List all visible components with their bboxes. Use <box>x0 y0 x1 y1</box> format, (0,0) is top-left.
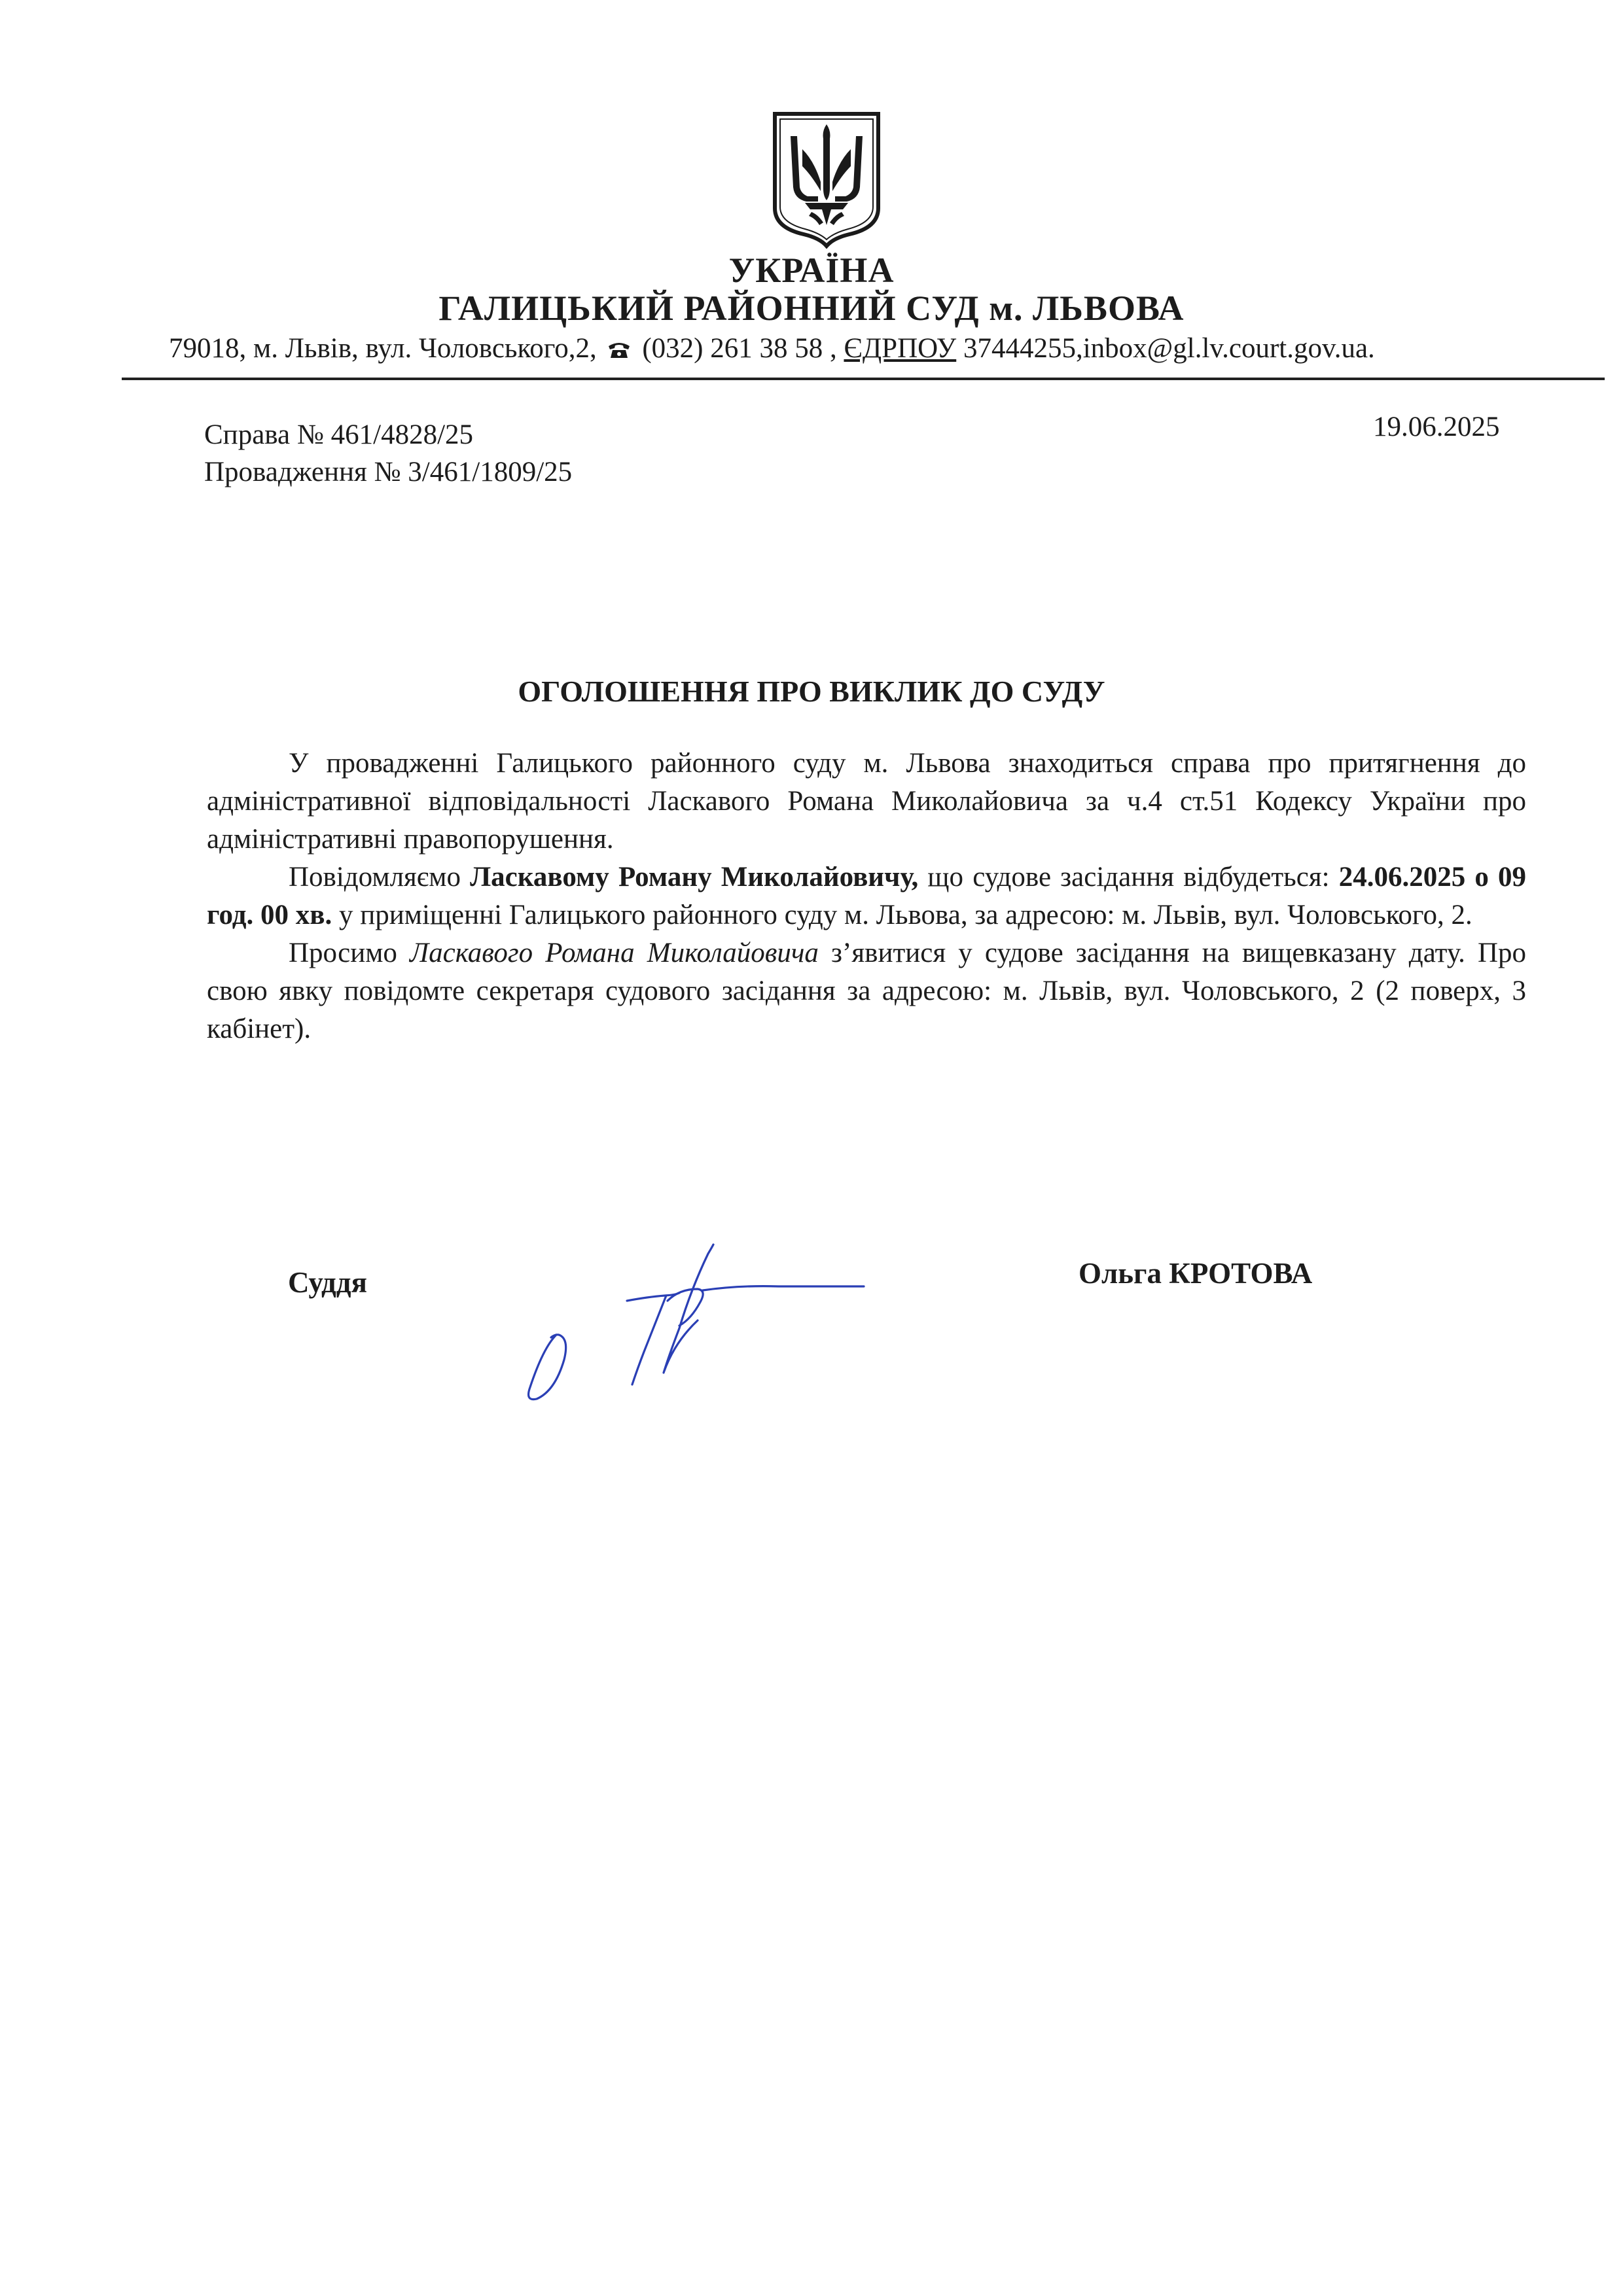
judge-role: Суддя <box>288 1266 367 1299</box>
country-title: УКРАЇНА <box>728 251 895 290</box>
defendant-name: Ласкавому Роману Миколайовичу, <box>470 862 919 892</box>
header-divider <box>122 378 1605 380</box>
paragraph-hearing <box>207 858 1526 934</box>
court-name: ГАЛИЦЬКИЙ РАЙОННИЙ СУД м. ЛЬВОВА <box>438 289 1185 328</box>
coat-of-arms-icon <box>771 110 882 249</box>
proceeding-number: Провадження № 3/461/1809/25 <box>204 457 573 487</box>
hearing-mid: що судове засідання відбудеться: <box>918 862 1339 892</box>
court-contact-line <box>169 332 1596 364</box>
request-rest: з’явитися у судове засідання на вищевказану дату. Про свою явку повідомте секретаря судового засідання за адресою: м. Львів, вул. Чоловського, 2 (2 поверх, 3 кабінет). <box>207 938 1526 1044</box>
paragraph-request <box>207 934 1526 1048</box>
court-phone: (032) 261 38 58 , <box>642 333 837 364</box>
handwritten-signature <box>504 1191 870 1407</box>
judge-name: Ольга КРОТОВА <box>1079 1257 1313 1290</box>
phone-icon <box>607 340 632 359</box>
notice-title: ОГОЛОШЕННЯ ПРО ВИКЛИК ДО СУДУ <box>518 675 1105 708</box>
request-intro: Просимо <box>289 938 410 968</box>
paragraph-case: У провадженні Галицького районного суду м. Львова знаходиться справа про притягнення до адміністративної відповідальності Ласкавого Романа Миколайовича за ч.4 ст.51 Кодексу України про адміністративні правопорушення. <box>207 748 1526 855</box>
edrpou-label: ЄДРПОУ <box>844 333 957 364</box>
hearing-intro: Повідомляємо <box>289 862 471 892</box>
hearing-datetime: 24.06.2025 о 09 год. 00 хв. <box>207 862 1527 930</box>
notice-body <box>207 745 1526 1048</box>
defendant-name-italic: Ласкавого Романа Миколайовича <box>410 938 819 968</box>
hearing-location: у приміщенні Галицького районного суду м. Львова, за адресою: м. Львів, вул. Чоловського, 2. <box>332 900 1472 930</box>
edrpou-and-email: 37444255,inbox@gl.lv.court.gov.ua. <box>963 333 1375 364</box>
court-address: 79018, м. Львів, вул. Чоловського,2, <box>169 333 597 364</box>
case-number: Справа № 461/4828/25 <box>204 419 474 450</box>
document-date: 19.06.2025 <box>1373 412 1500 442</box>
